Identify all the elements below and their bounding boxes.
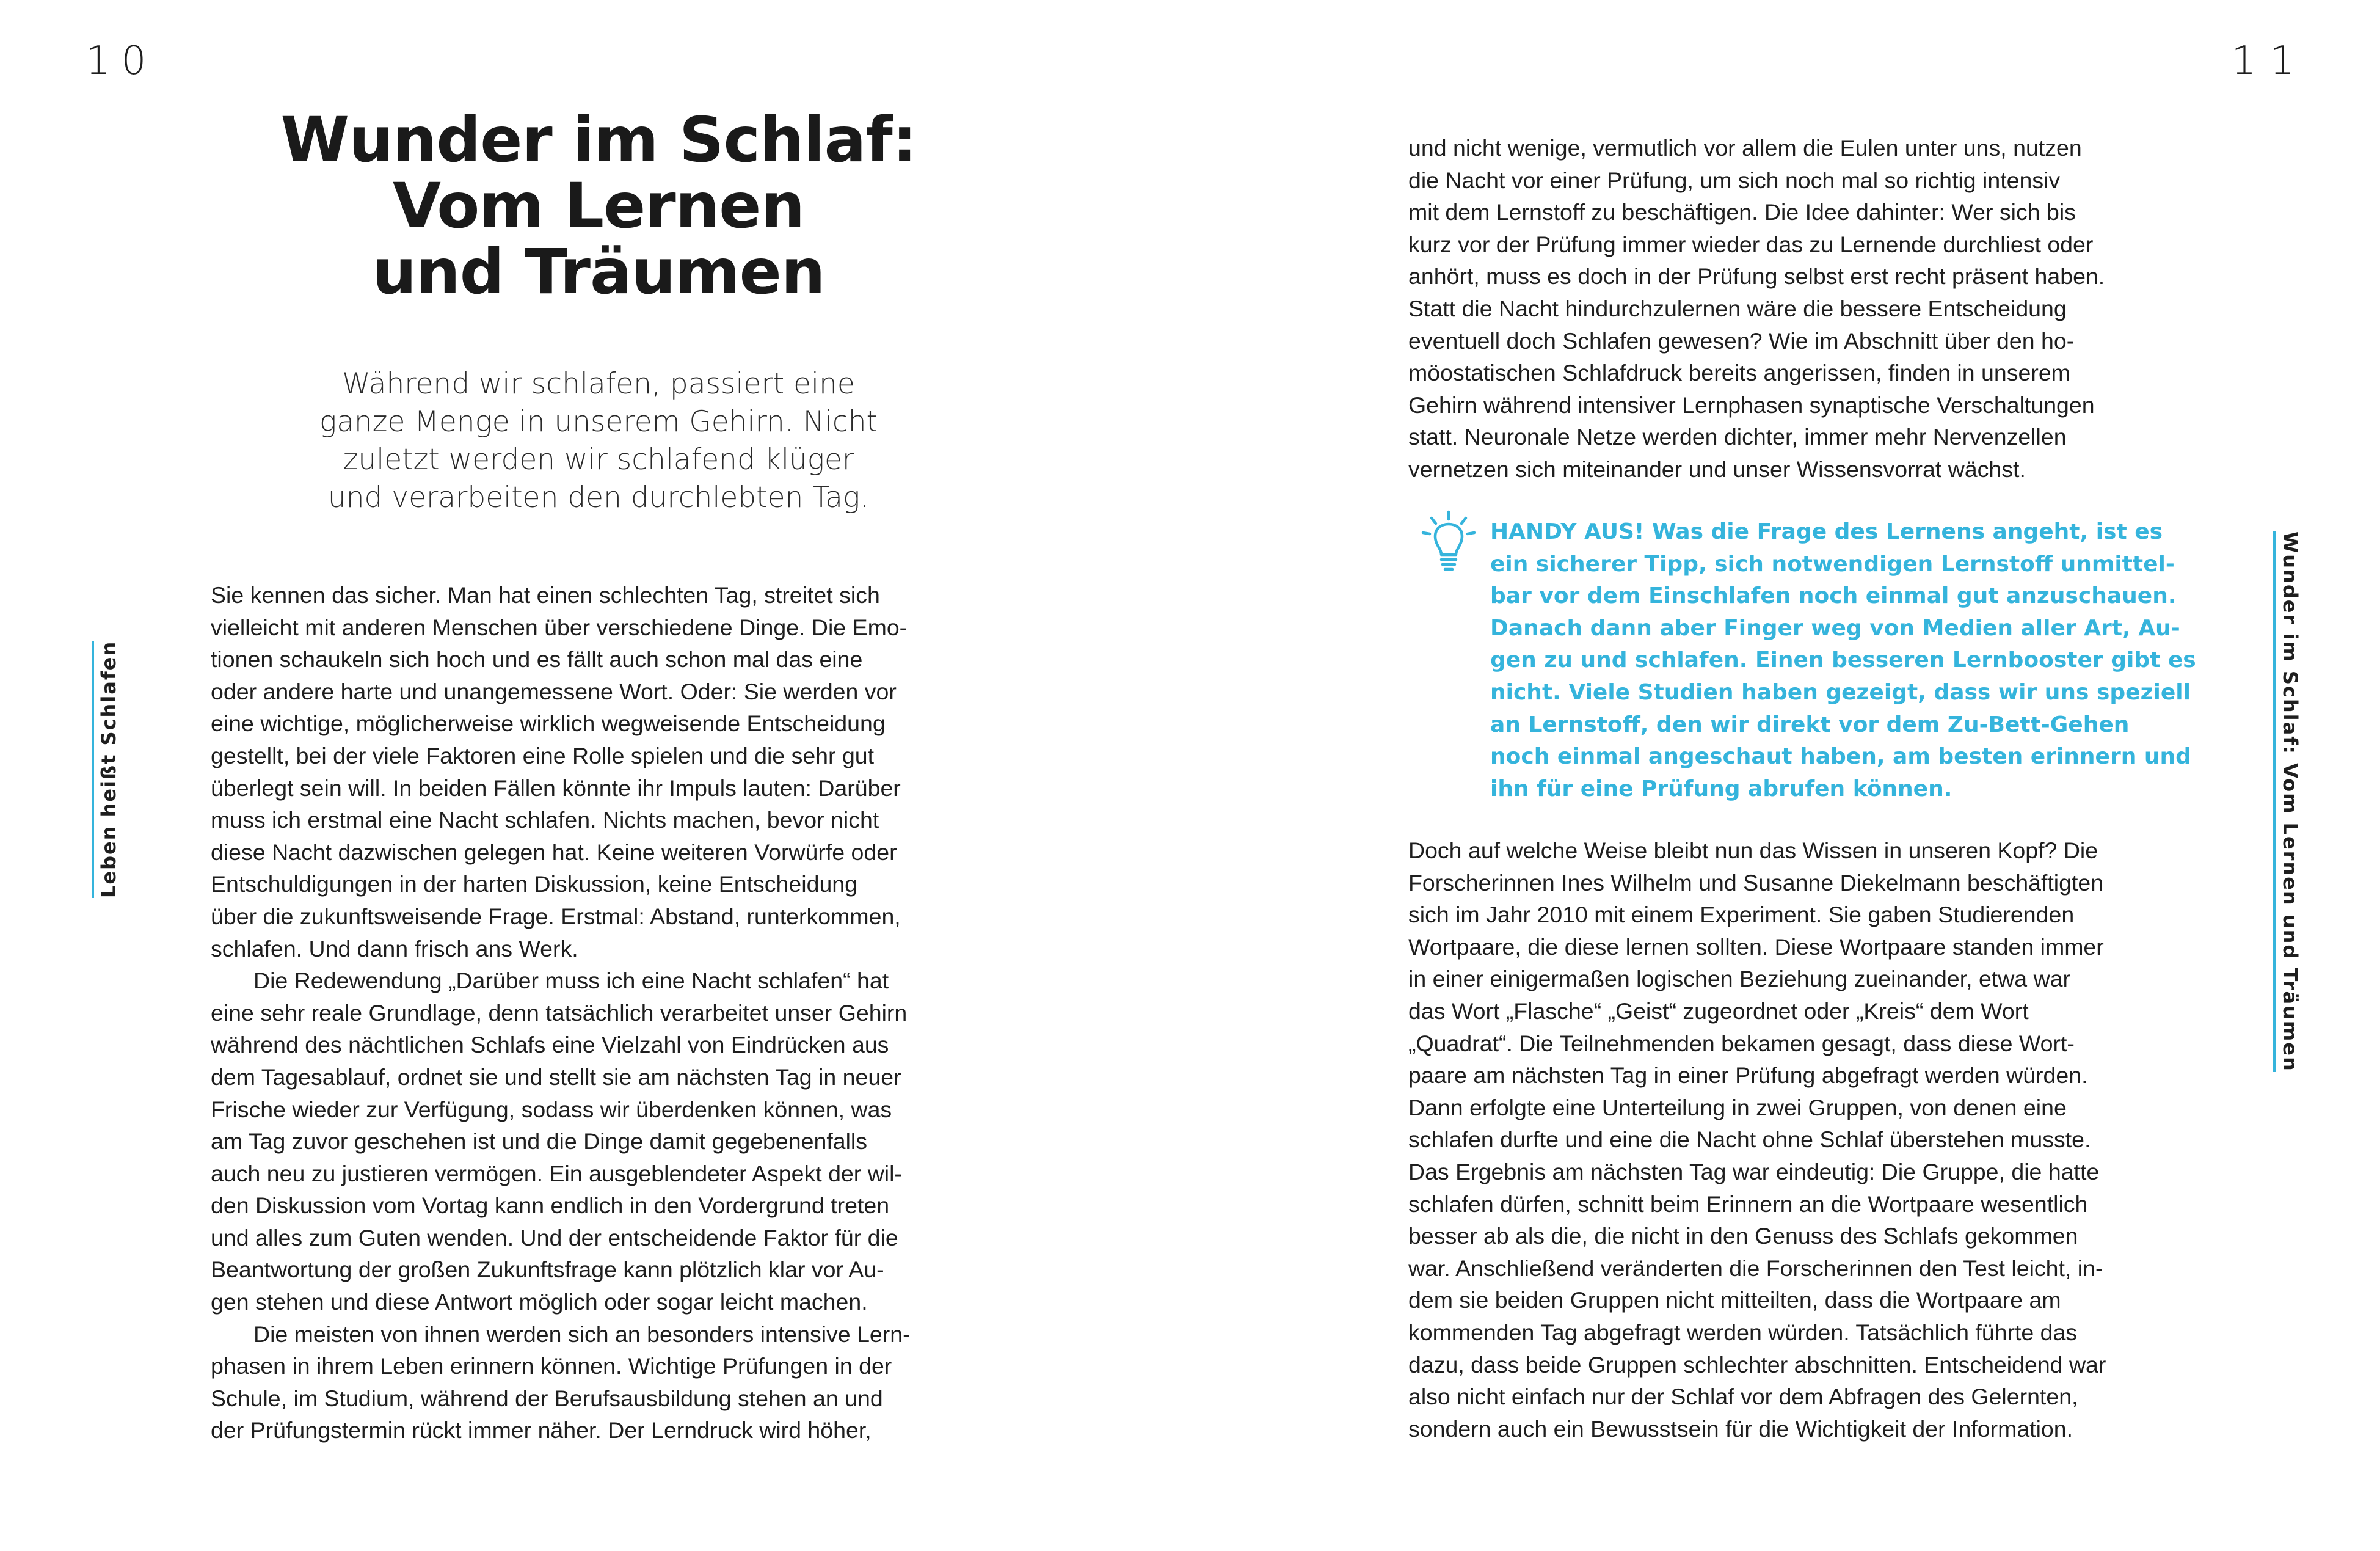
text-line: möostatischen Schlafdruck bereits angerissen, finden in unserem: [1408, 360, 2070, 386]
tip-line: ein sicherer Tipp, sich notwendigen Lernstoff unmittel-: [1490, 551, 2175, 577]
text-line: oder andere harte und unangemessene Wort. Oder: Sie werden vor: [211, 678, 897, 704]
text-line: dem Tagesablauf, ordnet sie und stellt sie am nächsten Tag in neuer: [211, 1064, 901, 1090]
text-line: Forscherinnen Ines Wilhelm und Susanne Diekelmann beschäftigten: [1408, 869, 2104, 896]
body-text-left: [211, 579, 992, 1447]
tip-line: noch einmal angeschaut haben, am besten erinnern und: [1490, 744, 2191, 770]
text-line: also nicht einfach nur der Schlaf vor dem Abfragen des Gelernten,: [1408, 1384, 2078, 1410]
running-header-left: Leben heißt Schlafen: [92, 641, 121, 898]
tip-line: HANDY AUS! Was die Frage des Lernens angeht, ist es: [1490, 519, 2163, 544]
text-line: schlafen. Und dann frisch ans Werk.: [211, 935, 578, 962]
lead-line: Während wir schlafen, passiert eine: [342, 367, 855, 401]
text-line: und alles zum Guten wenden. Und der entscheidende Faktor für die: [211, 1224, 898, 1250]
tip-line: ihn für eine Prüfung abrufen können.: [1490, 776, 1952, 801]
text-line: das Wort „Flasche“ „Geist“ zugeordnet oder „Kreis“ dem Wort: [1408, 998, 2029, 1024]
tip-line: gen zu und schlafen. Einen besseren Lernbooster gibt es: [1490, 648, 2196, 673]
text-line: diese Nacht dazwischen gelegen hat. Keine weiteren Vorwürfe oder: [211, 839, 897, 865]
text-line: in einer einigermaßen logischen Beziehung zueinander, etwa war: [1408, 966, 2071, 992]
text-line: anhört, muss es doch in der Prüfung selbst erst recht präsent haben.: [1408, 263, 2105, 290]
text-line: Doch auf welche Weise bleibt nun das Wissen in unseren Kopf? Die: [1408, 838, 2098, 863]
text-line: über die zukunftsweisende Frage. Erstmal: Abstand, runterkommen,: [211, 903, 901, 929]
text-line: die Nacht vor einer Prüfung, um sich noch mal so richtig intensiv: [1408, 167, 2061, 193]
text-line: den Diskussion vom Vortag kann endlich in den Vordergrund treten: [211, 1192, 890, 1219]
text-line: Entschuldigungen in der harten Diskussion, keine Entscheidung: [211, 871, 858, 897]
text-line: gestellt, bei der viele Faktoren eine Rolle spielen und die sehr gut: [211, 742, 875, 768]
text-line: sich im Jahr 2010 mit einem Experiment. Sie gaben Studierenden: [1408, 902, 2075, 928]
text-line: muss ich erstmal eine Nacht schlafen. Nichts machen, bevor nicht: [211, 807, 879, 833]
text-line: Die Redewendung „Darüber muss ich eine Nacht schlafen“ hat: [253, 968, 889, 994]
text-line: überlegt sein will. In beiden Fällen könnte ihr Impuls lauten: Darüber: [211, 775, 901, 801]
text-line: sondern auch ein Bewusstsein für die Wichtigkeit der Information.: [1408, 1415, 2073, 1442]
text-line: Gehirn während intensiver Lernphasen synaptische Verschaltungen: [1408, 392, 2095, 418]
text-line: Wortpaare, die diese lernen sollten. Diese Wortpaare standen immer: [1408, 933, 2104, 960]
text-line: am Tag zuvor geschehen ist und die Dinge damit gegebenenfalls: [211, 1128, 868, 1155]
tip-box: [1490, 516, 2196, 805]
text-line: Die meisten von ihnen werden sich an besonders intensive Lern-: [253, 1321, 911, 1347]
text-line: paare am nächsten Tag in einer Prüfung abgefragt werden würden.: [1408, 1062, 2088, 1089]
tip-line: an Lernstoff, den wir direkt vor dem Zu-Bett-Gehen: [1490, 712, 2130, 737]
text-line: Beantwortung der großen Zukunftsfrage kann plötzlich klar vor Au-: [211, 1257, 884, 1283]
text-line: tionen schaukeln sich hoch und es fällt auch schon mal das eine: [211, 646, 863, 673]
text-line: Sie kennen das sicher. Man hat einen schlechten Tag, streitet sich: [211, 582, 880, 608]
text-line: phasen in ihrem Leben erinnern können. Wichtige Prüfungen in der: [211, 1353, 892, 1379]
text-line: eine sehr reale Grundlage, denn tatsächlich verarbeitet unser Gehirn: [211, 999, 908, 1026]
text-line: und nicht wenige, vermutlich vor allem die Eulen unter uns, nutzen: [1408, 135, 2082, 161]
lightbulb-icon: [1418, 508, 1479, 575]
page-number-left: 10: [86, 38, 158, 84]
text-line: gen stehen und diese Antwort möglich oder sogar leicht machen.: [211, 1289, 868, 1315]
text-line: dem sie beiden Gruppen nicht mitteilten, dass die Wortpaare am: [1408, 1287, 2061, 1313]
text-line: eine wichtige, möglicherweise wirklich wegweisende Entscheidung: [211, 710, 886, 737]
text-line: vielleicht mit anderen Menschen über verschiedene Dinge. Die Emo-: [211, 614, 908, 640]
text-line: kurz vor der Prüfung immer wieder das zu Lernende durchliest oder: [1408, 231, 2094, 257]
text-line: der Prüfungstermin rückt immer näher. Der Lerndruck wird höher,: [211, 1417, 872, 1443]
lead-line: ganze Menge in unserem Gehirn. Nicht: [319, 405, 878, 439]
text-line: auch neu zu justieren vermögen. Ein ausgeblendeter Aspekt der wil-: [211, 1160, 902, 1186]
text-line: kommenden Tag abgefragt werden würden. Tatsächlich führte das: [1408, 1319, 2078, 1345]
text-line: dazu, dass beide Gruppen schlechter abschnitten. Entscheidend war: [1408, 1351, 2106, 1378]
text-line: mit dem Lernstoff zu beschäftigen. Die Idee dahinter: Wer sich bis: [1408, 199, 2076, 225]
tip-line: Danach dann aber Finger weg von Medien aller Art, Au-: [1490, 615, 2180, 641]
text-line: schlafen durfte und eine die Nacht ohne Schlaf überstehen musste.: [1408, 1126, 2091, 1153]
text-line: besser ab als die, die nicht in den Genuss des Schlafs gekommen: [1408, 1223, 2078, 1249]
text-line: vernetzen sich miteinander und unser Wissensvorrat wächst.: [1408, 456, 2026, 482]
text-line: Statt die Nacht hindurchzulernen wäre die bessere Entscheidung: [1408, 295, 2067, 321]
text-line: Dann erfolgte eine Unterteilung in zwei Gruppen, von denen eine: [1408, 1094, 2067, 1120]
tip-line: nicht. Viele Studien haben gezeigt, dass wir uns speziell: [1490, 679, 2191, 705]
text-line: „Quadrat“. Die Teilnehmenden bekamen gesagt, dass diese Wort-: [1408, 1030, 2075, 1056]
chapter-title-line: und Träumen: [372, 236, 825, 308]
text-line: Frische wieder zur Verfügung, sodass wir überdenken können, was: [211, 1096, 892, 1122]
tip-line: bar vor dem Einschlafen noch einmal gut anzuschauen.: [1490, 583, 2177, 609]
lead-line: zuletzt werden wir schlafend klüger: [343, 443, 854, 476]
running-header-right: Wunder im Schlaf: Vom Lernen und Träumen: [2273, 531, 2302, 1072]
text-line: war. Anschließend veränderten die Forscherinnen den Test leicht, in-: [1408, 1255, 2103, 1281]
text-line: schlafen dürfen, schnitt beim Erinnern an die Wortpaare wesentlich: [1408, 1191, 2088, 1217]
lead-paragraph: [272, 365, 925, 517]
body-text-right-top: [1408, 132, 2190, 486]
text-line: Schule, im Studium, während der Berufsausbildung stehen an und: [211, 1385, 883, 1411]
body-text-right-bottom: [1408, 834, 2190, 1445]
text-line: statt. Neuronale Netze werden dichter, immer mehr Nervenzellen: [1408, 424, 2067, 450]
chapter-title-line: Vom Lernen: [392, 170, 805, 243]
text-line: Das Ergebnis am nächsten Tag war eindeutig: Die Gruppe, die hatte: [1408, 1158, 2100, 1184]
page-number-right: 11: [2231, 38, 2308, 84]
text-line: eventuell doch Schlafen gewesen? Wie im Abschnitt über den ho-: [1408, 327, 2075, 354]
text-line: während des nächtlichen Schlafs eine Vielzahl von Eindrücken aus: [211, 1032, 889, 1058]
chapter-title: [211, 104, 986, 308]
lead-line: und verarbeiten den durchlebten Tag.: [327, 481, 870, 514]
chapter-title-line: Wunder im Schlaf:: [280, 104, 917, 177]
